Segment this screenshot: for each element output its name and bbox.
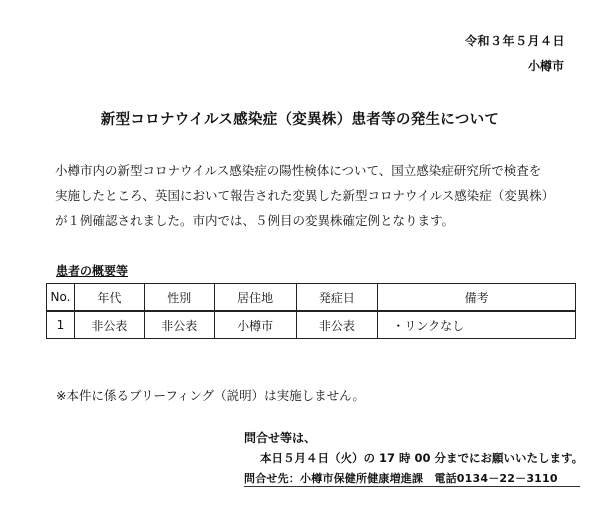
contact-destination: 問合せ先：小樽市保健所健康増進課 電話0134－22－3110	[244, 472, 558, 485]
column-header-residence: 居住地	[214, 284, 296, 312]
body-line: 小樽市内の新型コロナウイルス感染症の陽性検体について、国立感染症研究所で検査を	[55, 163, 542, 178]
body-line: が１例確認されました。市内では、５例目の変異株確定例となります。	[55, 213, 455, 228]
contact-heading: 問合せ等は、	[244, 431, 317, 445]
body-paragraph	[55, 158, 575, 233]
summary-heading: 患者の概要等	[56, 264, 129, 278]
issuer-name: 小樽市	[527, 59, 564, 73]
cell-residence: 小樽市	[214, 311, 296, 339]
column-header-no: No.	[47, 284, 75, 312]
cell-sex: 非公表	[144, 311, 214, 339]
body-line: 実施したところ、英国において報告された変異した新型コロナウイルス感染症（変異株）	[55, 188, 555, 203]
case-summary-table	[46, 283, 576, 339]
cell-notes: ・リンクなし	[378, 311, 576, 339]
column-header-sex: 性別	[144, 284, 214, 312]
cell-age: 非公表	[74, 311, 144, 339]
contact-hours: 本日５月４日（火）の 17 時 00 分までにお願いいたします。	[260, 451, 584, 465]
cell-no: 1	[47, 311, 75, 339]
column-header-onset-date: 発症日	[296, 284, 378, 312]
table-header-row	[47, 284, 576, 312]
document-date: 令和３年５月４日	[464, 34, 565, 48]
column-header-notes: 備考	[378, 284, 576, 312]
briefing-note: ※本件に係るブリーフィング（説明）は実施しません。	[56, 388, 365, 403]
cell-onset-date: 非公表	[296, 311, 378, 339]
contact-underline	[244, 486, 580, 487]
document-title: 新型コロナウイルス感染症（変異株）患者等の発生について	[100, 112, 500, 128]
column-header-age: 年代	[74, 284, 144, 312]
table-row	[47, 311, 576, 339]
